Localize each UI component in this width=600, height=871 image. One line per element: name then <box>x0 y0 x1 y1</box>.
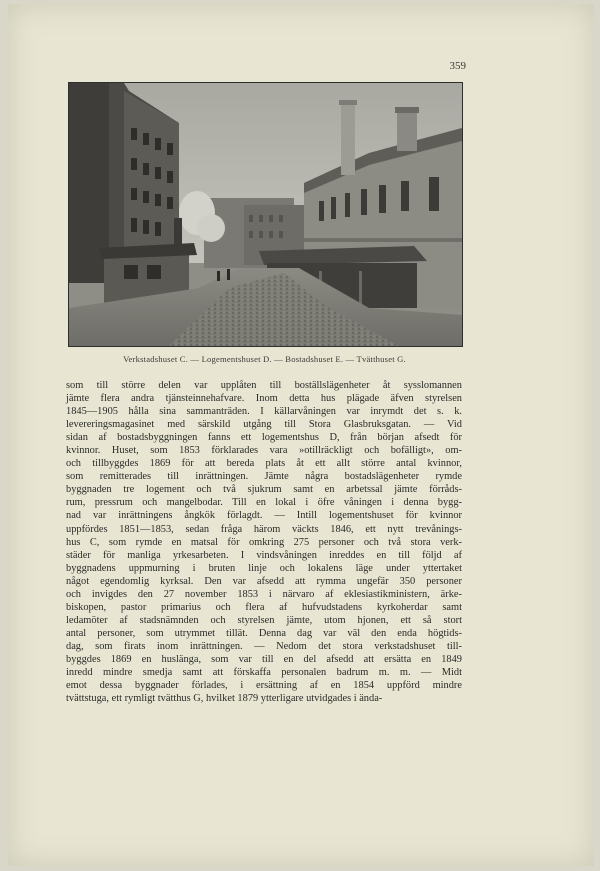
text-line: emot dessa byggnader förlades, i ersättning af en 1854 uppförd mindre <box>66 680 462 692</box>
text-line: något egendomlig kyrksal. Den var afsedd att rymma ungefär 350 personer <box>66 575 462 587</box>
text-line: byggnaden tre logement och två sjukrum samt en arbetssal jämte förråds- <box>66 484 462 496</box>
text-line: nad var inrättningens ångkök förlagdt. — Intill logementshuset för kvinnor <box>66 510 462 522</box>
text-line: hus C, som rymde en matsal för omkring 275 personer och två stora verk- <box>66 536 462 548</box>
text-line: ledamöter af stadsnämnden och styrelsen jämte, utom hjonen, ett så stort <box>66 614 462 626</box>
text-line: dag, som firats inom inrättningen. — Nedom det stora verkstadshuset till- <box>66 640 462 652</box>
text-line: sidan af bostadsbyggningen fanns ett logementshus D, från början afsedt för <box>66 432 462 444</box>
photo-caption: Verkstadshuset C. — Logementshuset D. — Bostadshuset E. — Tvätthuset G. <box>123 354 406 364</box>
text-line: inredd mindre smedja samt att förskaffa personalen badrum m. m. — Midt <box>66 667 462 679</box>
text-line: tvättstuga, ett rymligt tvätthus G, hvilket 1879 ytterligare utvidgades i ända- <box>66 693 383 705</box>
courtyard-photo-image <box>69 83 462 346</box>
courtyard-photograph <box>68 82 463 347</box>
text-line: rum, pressrum och mangelbodar. Till en lokal i öfre våningen i denna bygg- <box>66 497 462 509</box>
text-line: uppfördes 1851—1853, sedan fråga härom väckts 1846, ett nytt trevånings- <box>66 523 462 535</box>
text-line: kvinnor. Huset, som 1853 förklarades vara »otillräckligt och bofälligt», om- <box>66 445 462 457</box>
text-line: städer för manliga yrkesarbeten. I vindsvåningen inreddes en till följd af <box>66 549 462 561</box>
text-line: och tillbyggdes 1869 för att bereda plats åt ett allt större antal kvinnor, <box>66 458 462 470</box>
text-line: och invigdes den 27 november 1853 i närvaro af eklesiastikministern, ärke- <box>66 588 462 600</box>
text-line: byggdes 1869 en huslänga, som var till en del afsedd att ersätta en 1849 <box>66 653 462 665</box>
text-line: jämte flera andra tjänsteinnehafvare. Inom detta hus plägade äfven styrelsen <box>66 393 462 405</box>
text-line: som till större delen var upplåten till boställslägenheter åt sysslomannen <box>66 380 462 391</box>
body-text <box>66 379 462 705</box>
page-number: 359 <box>449 60 466 72</box>
text-line: 1845—1905 hålla sina sammanträden. I källarvåningen var inrymdt det s. k. <box>66 406 462 418</box>
text-line: som remitterades till inrättningen. Jämte några bostadslägenheter rymde <box>66 471 462 483</box>
text-line: byggnadens uppmurning i bruten linje och lokalens läge under yttertaket <box>66 562 462 574</box>
text-line: levereringsmagasinet med särskild utgång till Stora Glasbruksgatan. — Vid <box>66 419 462 431</box>
text-line: biskopen, pastor primarius och flera af hufvudstadens kyrkoherdar samt <box>66 601 462 613</box>
text-line: antal personer, som utrymmet tillät. Denna dag var väl den enda högtids- <box>66 627 462 639</box>
document-page <box>8 4 594 866</box>
